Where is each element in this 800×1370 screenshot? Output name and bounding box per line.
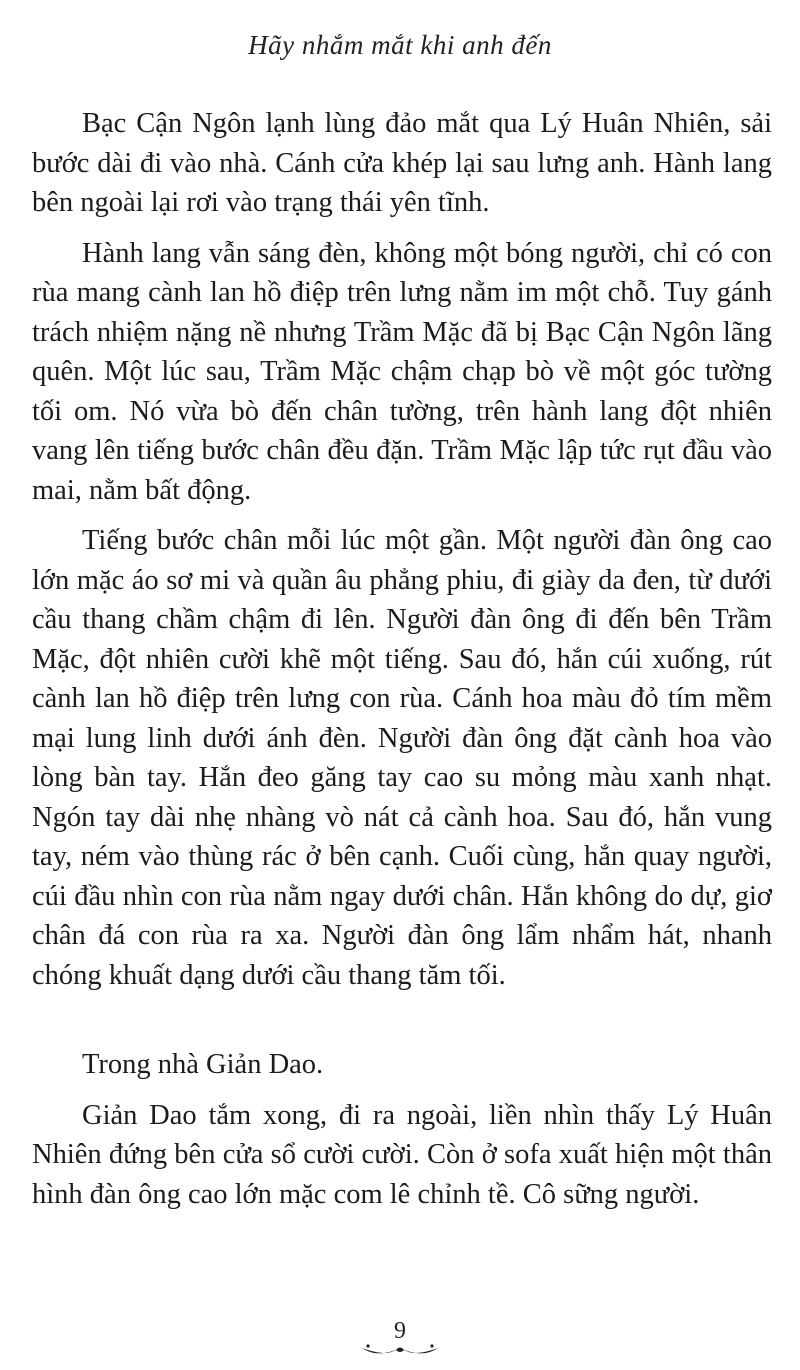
flourish-ornament-icon xyxy=(360,1342,440,1358)
section-heading-paragraph: Trong nhà Giản Dao. xyxy=(82,1049,324,1080)
running-header-title: Hãy nhắm mắt khi anh đến xyxy=(248,30,552,60)
page-number: 9 xyxy=(394,1318,406,1344)
paragraph: Hành lang vẫn sáng đèn, không một bóng người, chỉ có con rùa mang cành lan hồ điệp trên lưng nằm im một chỗ. Tuy gánh trách nhiệm nặng nề nhưng Trầm Mặc đã bị Bạc Cận Ngôn lãng quên. Một lúc sau, Trầm Mặc chậm chạp bò về một góc tường tối om. Nó vừa bò đến chân tường, trên hành lang đột nhiên vang lên tiếng bước chân đều đặn. Trầm Mặc lập tức rụt đầu vào mai, nằm bất động. xyxy=(32,237,772,506)
paragraph: Giản Dao tắm xong, đi ra ngoài, liền nhìn thấy Lý Huân Nhiên đứng bên cửa sổ cười cười. Còn ở sofa xuất hiện một thân hình đàn ông cao lớn mặc com lê chỉnh tề. Cô sững người. xyxy=(32,1099,772,1210)
body-text xyxy=(32,104,772,1214)
paragraph: Bạc Cận Ngôn lạnh lùng đảo mắt qua Lý Huân Nhiên, sải bước dài đi vào nhà. Cánh cửa khép lại sau lưng anh. Hành lang bên ngoài lại rơi vào trạng thái yên tĩnh. xyxy=(32,108,772,218)
paragraph: Tiếng bước chân mỗi lúc một gần. Một người đàn ông cao lớn mặc áo sơ mi và quần âu phẳng phiu, đi giày da đen, từ dưới cầu thang chầm chậm đi lên. Người đàn ông đi đến bên Trầm Mặc, đột nhiên cười khẽ một tiếng. Sau đó, hắn cúi xuống, rút cành lan hồ điệp trên lưng con rùa. Cánh hoa màu đỏ tím mềm mại lung linh dưới ánh đèn. Người đàn ông đặt cành hoa vào lòng bàn tay. Hắn đeo găng tay cao su mỏng màu xanh nhạt. Ngón tay dài nhẹ nhàng vò nát cả cành hoa. Sau đó, hắn vung tay, ném vào thùng rác ở bên cạnh. Cuối cùng, hắn quay người, cúi đầu nhìn con rùa nằm ngay dưới chân. Hắn không do dự, giơ chân đá con rùa ra xa. Người đàn ông lẩm nhẩm hát, nhanh chóng khuất dạng dưới cầu thang tăm tối. xyxy=(32,525,772,991)
